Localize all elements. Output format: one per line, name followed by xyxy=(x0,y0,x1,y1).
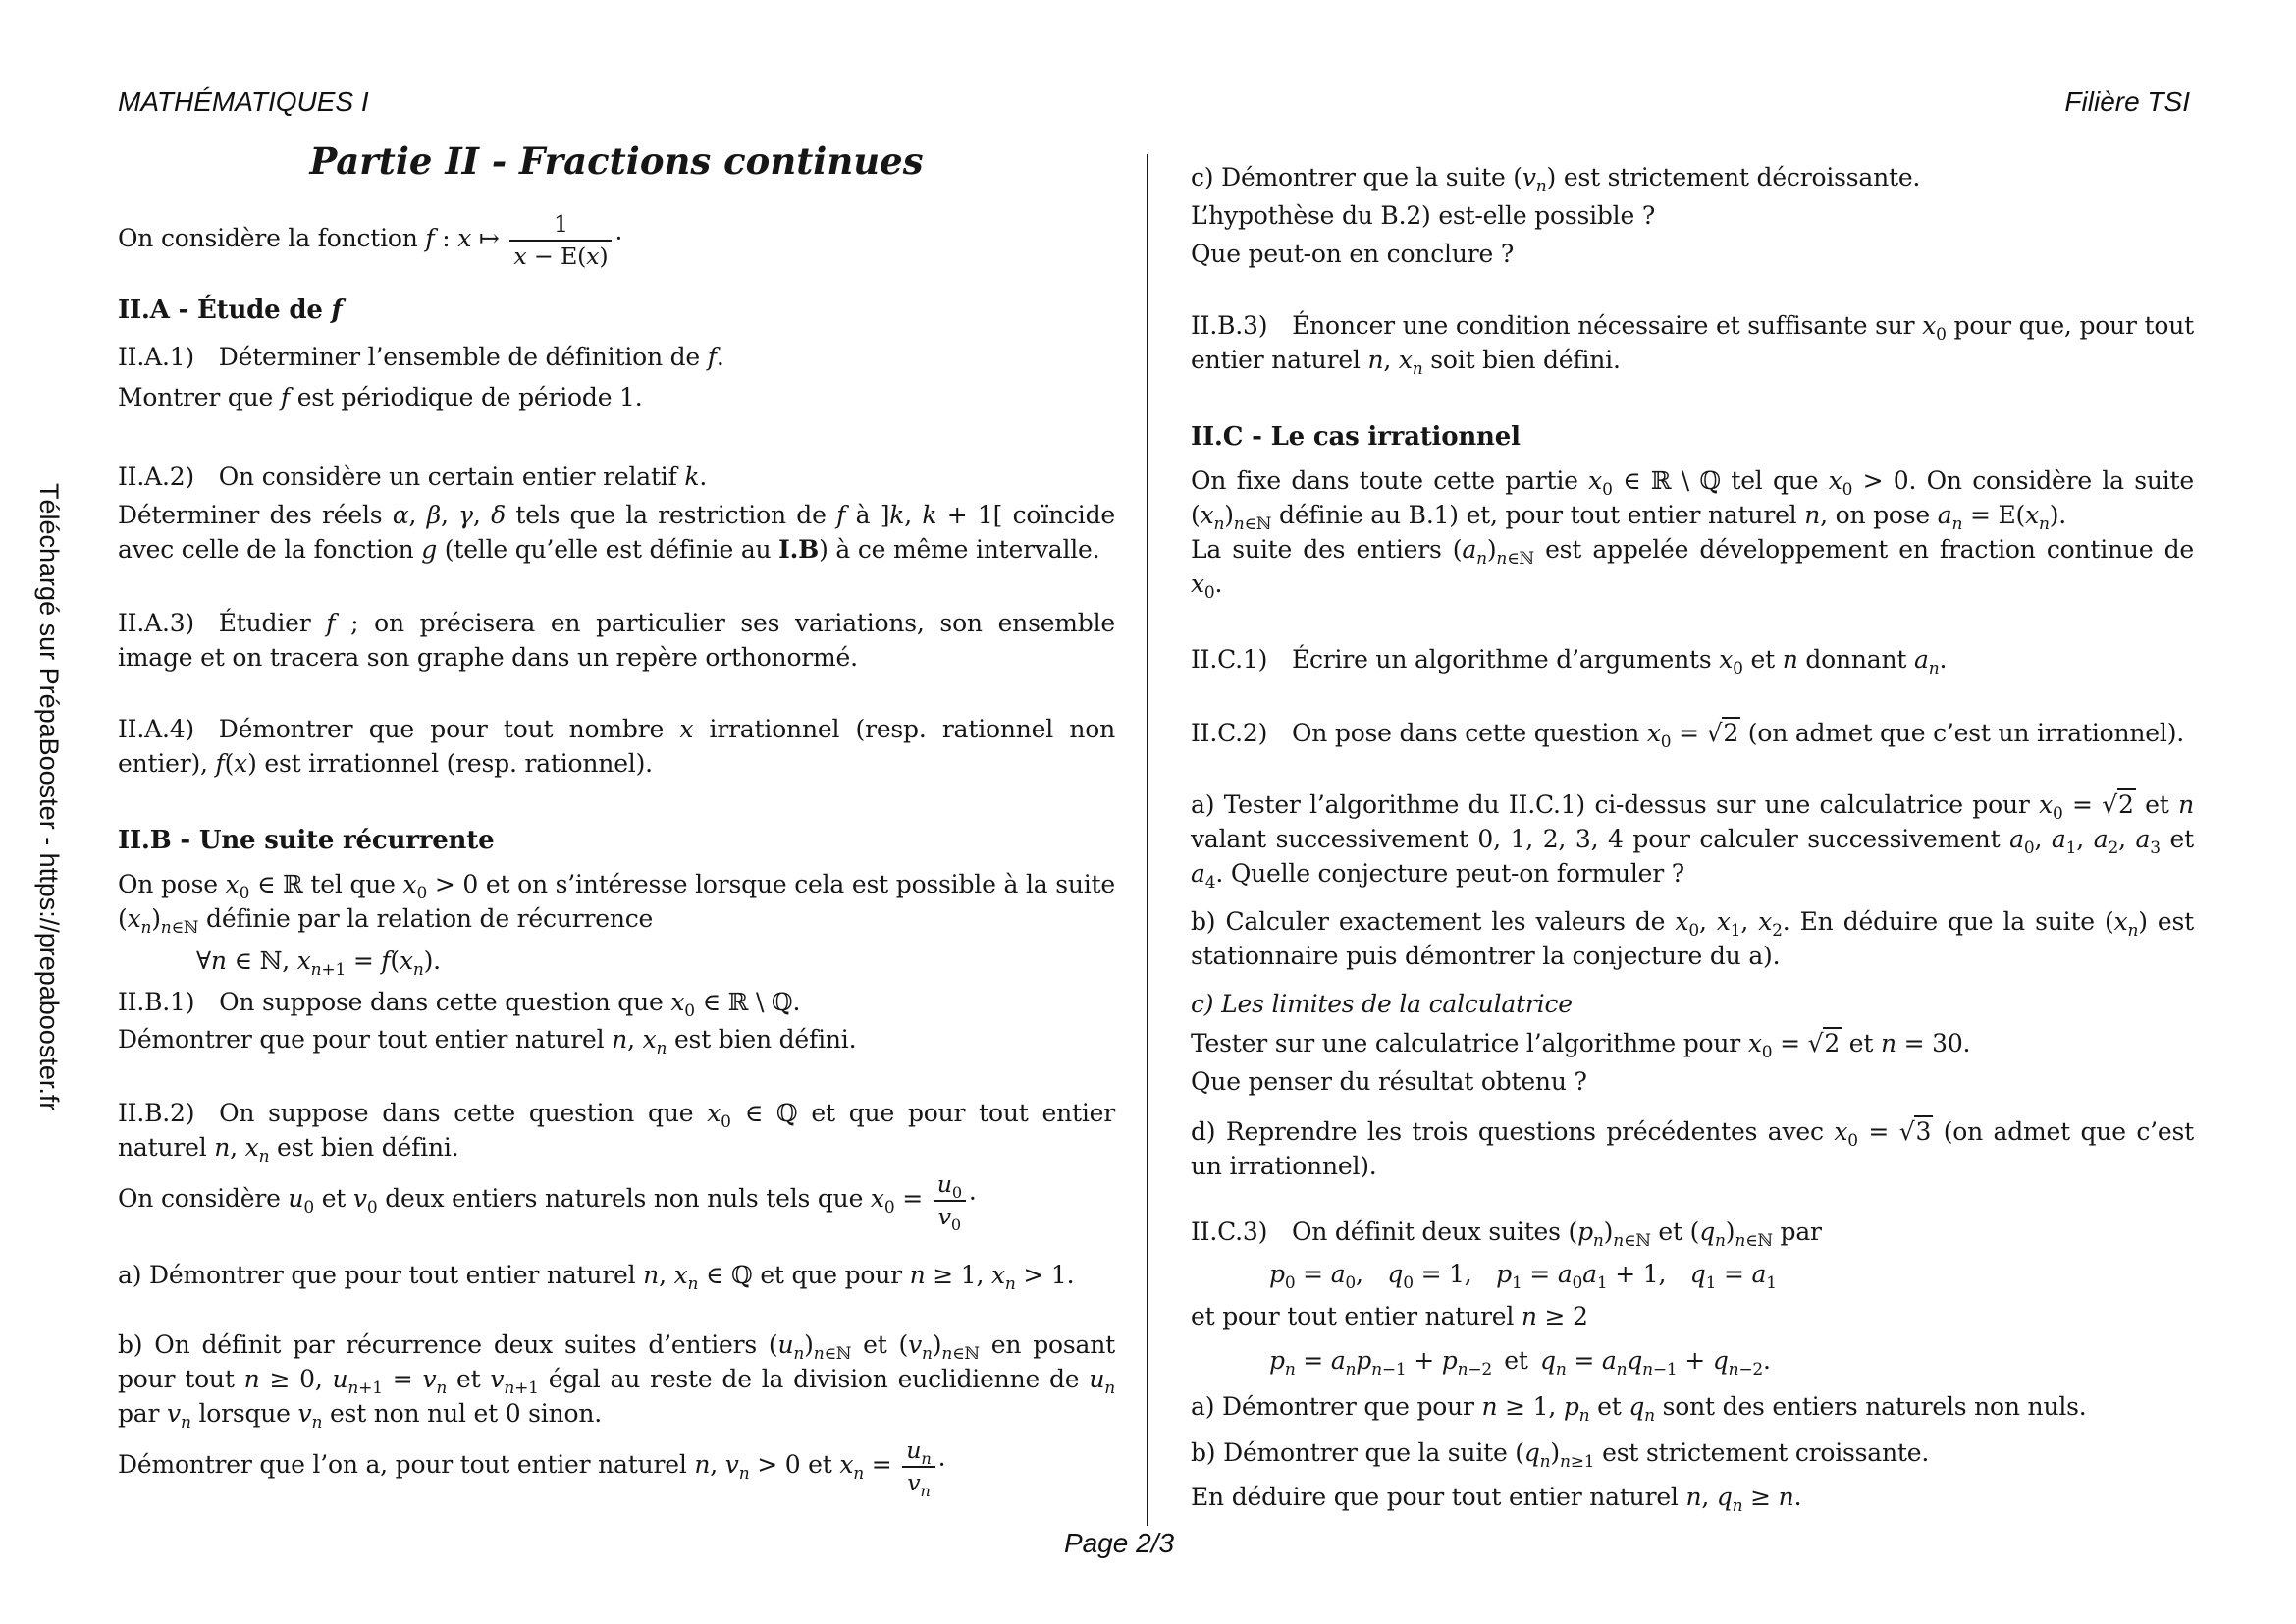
column-divider-rule xyxy=(1147,154,1148,1526)
paragraph: d) Reprendre les trois questions précédentes avec $x_0 = √3$ (on admet que c’est un irrationnel). xyxy=(1191,1117,2194,1180)
paragraph: L’hypothèse du B.2) est-elle possible ? xyxy=(1191,201,1656,230)
watermark-download-credit: Téléchargé sur PrépaBooster - https://prepabooster.fr xyxy=(34,483,64,1111)
paragraph: II.B.2) On suppose dans cette question que $x_0$ ∈ ℚ et que pour tout entier naturel n, $x_n$ est bien défini. xyxy=(118,1099,1115,1166)
paragraph: a) Démontrer que pour n ≥ 1, $p_n$ et $q_n$ sont des entiers naturels non nuls. xyxy=(1191,1392,2087,1426)
paragraph: b) Démontrer que la suite $(q_n)_{n\ge 1}$ est strictement croissante. xyxy=(1191,1438,1930,1472)
paragraph: a) Tester l’algorithme du II.C.1) ci-dessus sur une calculatrice pour $x_0 = √2$ et n valant successivement 0, 1, 2, 3, 4 pour calculer successivement $a_0$, $a_1$, $a_2$, $a_3$ et $a_4$. Quelle conjecture peut-on formuler ? xyxy=(1191,790,2194,893)
paragraph: On considère la fonction f : x ↦ $\frac{1}{x - E(x)}$ · xyxy=(118,210,623,270)
paragraph: b) Calculer exactement les valeurs de $x_0$, $x_1$, $x_2$. En déduire que la suite $(x_n)$ est stationnaire puis démontrer la conjecture du a). xyxy=(1191,907,2194,970)
paragraph: c) Démontrer que la suite $(v_n)$ est strictement décroissante. xyxy=(1191,163,1921,196)
equation: $p_n = a_np_{n-1} + p_{n-2}$ et $q_n = a_nq_{n-1} + q_{n-2}$. xyxy=(1269,1346,1771,1380)
paragraph: Démontrer que pour tout entier naturel n, $x_n$ est bien défini. xyxy=(118,1025,857,1058)
paragraph: II.C.3) On définit deux suites $(p_n)_{n\in ℕ}$ et $(q_n)_{n\in ℕ}$ par xyxy=(1191,1218,1822,1251)
paragraph: II.C.2) On pose dans cette question $x_0 = √2$ (on admet que c’est un irrationnel). xyxy=(1191,719,2184,752)
paragraph: Tester sur une calculatrice l’algorithme pour $x_0 = √2$ et n = 30. xyxy=(1191,1029,1971,1062)
paragraph: a) Démontrer que pour tout entier naturel n, $x_n$ ∈ ℚ et que pour n ≥ 1, $x_n > 1$. xyxy=(118,1261,1075,1294)
document-header-track: Filière TSI xyxy=(2064,86,2190,117)
section-heading: II.A - Étude de f xyxy=(118,296,343,325)
paragraph: Déterminer des réels α, β, γ, δ tels que la restriction de f à ]k, k + 1[ coïncide avec celle de la fonction g (telle qu’elle est définie au I.B) à ce même intervalle. xyxy=(118,501,1115,564)
equation: $p_0 = a_0$, $q_0 = 1$, $p_1 = a_0a_1 + 1$, $q_1 = a_1$ xyxy=(1269,1260,1777,1293)
left-column xyxy=(118,137,1116,1500)
paragraph: II.C.1) Écrire un algorithme d’arguments $x_0$ et n donnant $a_n$. xyxy=(1191,645,1948,678)
part-title: Partie II - Fractions continues xyxy=(309,139,924,183)
paragraph: Montrer que f est périodique de période 1. xyxy=(118,383,643,411)
right-column xyxy=(1191,152,2194,1514)
paragraph: Démontrer que l’on a, pour tout entier naturel n, $v_n > 0$ et $x_n$ = $\frac{u_n}{v_n}$ · xyxy=(118,1436,946,1500)
paragraph: II.A.2) On considère un certain entier relatif k. xyxy=(118,462,708,491)
paragraph: II.A.4) Démontrer que pour tout nombre x irrationnel (resp. rationnel non entier), f(x) est irrationnel (resp. rationnel). xyxy=(118,715,1115,778)
paragraph: Que peut-on en conclure ? xyxy=(1191,240,1515,268)
section-heading: II.B - Une suite récurrente xyxy=(118,826,495,855)
paragraph: On pose $x_0$ ∈ ℝ tel que $x_0 > 0$ et on s’intéresse lorsque cela est possible à la suite $(x_n)_{n\in ℕ}$ définie par la relation de récurrence xyxy=(118,870,1115,938)
page-number: Page 2/3 xyxy=(1063,1528,1175,1558)
paragraph: II.B.1) On suppose dans cette question que $x_0$ ∈ ℝ \ ℚ. xyxy=(118,988,801,1021)
equation: ∀n ∈ ℕ, $x_{n+1} = f(x_n)$. xyxy=(196,947,441,980)
section-heading: II.C - Le cas irrationnel xyxy=(1191,422,1521,452)
paragraph: b) On définit par récurrence deux suites d’entiers $(u_n)_{n\in ℕ}$ et $(v_n)_{n\in ℕ}$ en posant pour tout n ≥ 0, $u_{n+1} = v_n$ et $v_{n+1}$ égal au reste de la division euclidienne de $u_n$ par $v_n$ lorsque $v_n$ est non nul et 0 sinon. xyxy=(118,1330,1115,1433)
paragraph: On considère $u_0$ et $v_0$ deux entiers naturels non nuls tels que $x_0$ = $\frac{u_0}{v_0}$ · xyxy=(118,1170,977,1234)
document-header-subject: MATHÉMATIQUES I xyxy=(118,86,369,117)
paragraph: II.A.3) Étudier f ; on précisera en particulier ses variations, son ensemble image et on tracera son graphe dans un repère orthonormé. xyxy=(118,609,1116,672)
paragraph: Que penser du résultat obtenu ? xyxy=(1191,1067,1587,1096)
paragraph: II.A.1) Déterminer l’ensemble de définition de f. xyxy=(118,343,724,371)
paragraph: En déduire que pour tout entier naturel n, $q_n \ge n$. xyxy=(1191,1483,1802,1516)
paragraph: II.B.3) Énoncer une condition nécessaire et suffisante sur $x_0$ pour que, pour tout entier naturel n, $x_n$ soit bien défini. xyxy=(1191,311,2195,379)
paragraph: c) Les limites de la calculatrice xyxy=(1191,990,1573,1018)
paragraph: On fixe dans toute cette partie $x_0$ ∈ ℝ \ ℚ tel que $x_0 > 0$. On considère la suite $(x_n)_{n\in ℕ}$ définie au B.1) et, pour tout entier naturel n, on pose $a_n = E(x_n)$. xyxy=(1191,466,2194,534)
paragraph: et pour tout entier naturel n ≥ 2 xyxy=(1191,1302,1588,1330)
paragraph: La suite des entiers $(a_n)_{n\in ℕ}$ est appelée développement en fraction continue de $x_0$. xyxy=(1191,535,2195,603)
